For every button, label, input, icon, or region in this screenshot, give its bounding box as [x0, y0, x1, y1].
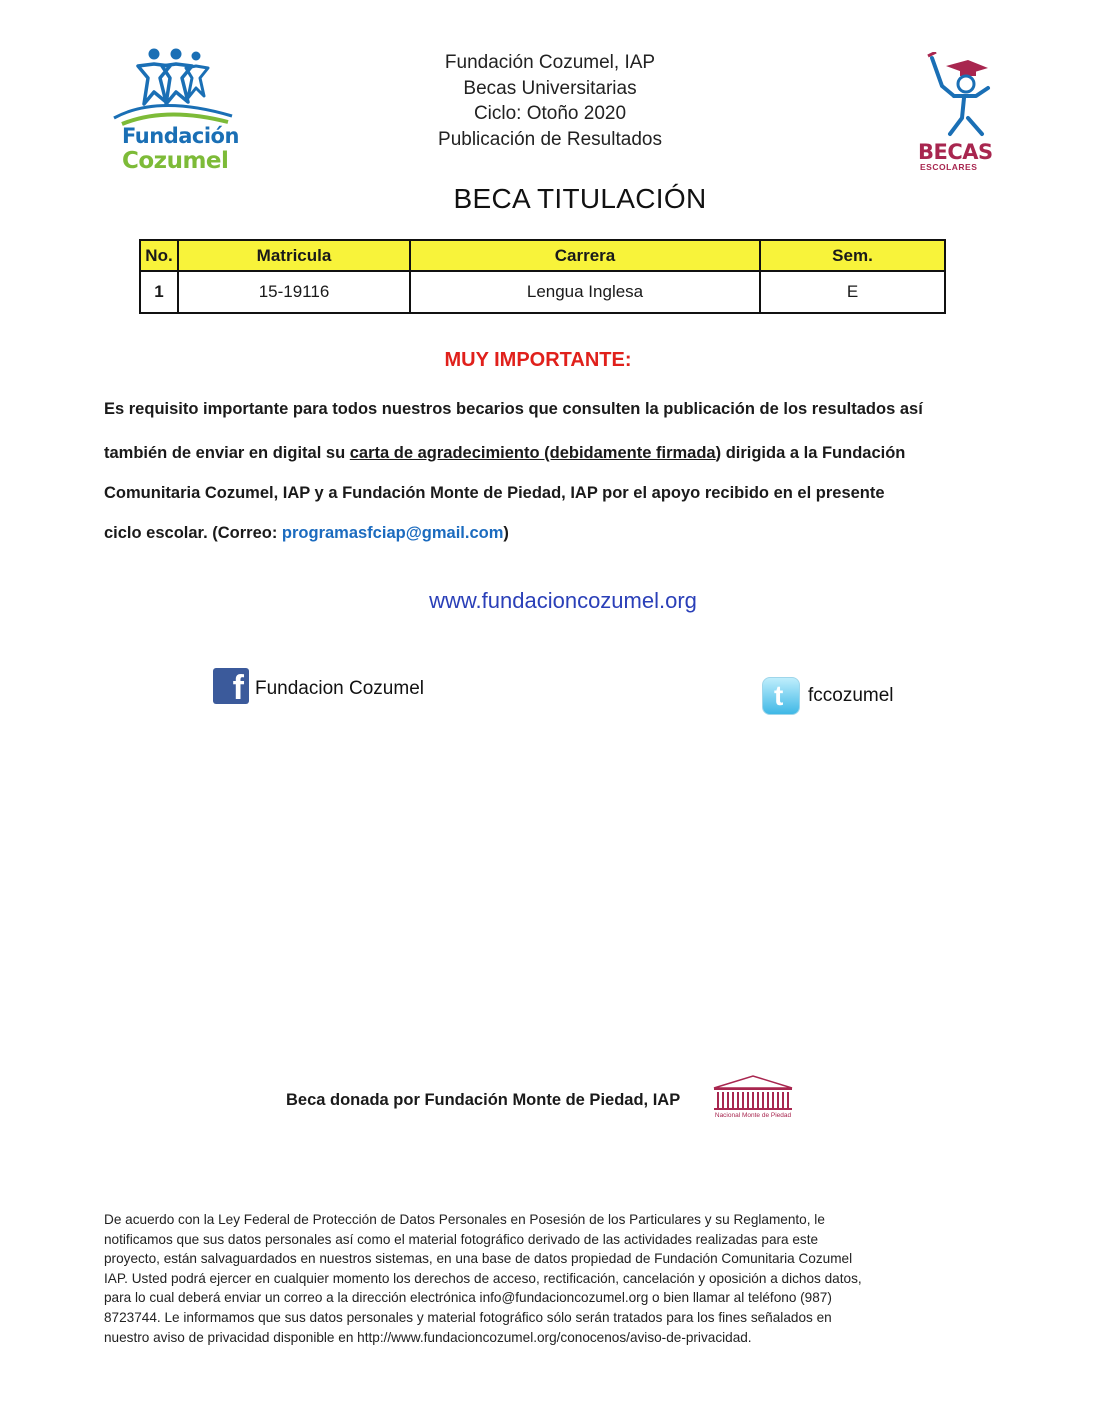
privacy-line: proyecto, están salvaguardados en nuestros sistemas, en una base de datos propiedad de Fundación Comunitaria Cozumel: [104, 1251, 853, 1267]
fundacion-cozumel-logo: [108, 44, 239, 178]
contact-email-link[interactable]: programasfciap@gmail.com: [281, 524, 504, 542]
donor-statement: Beca donada por Fundación Monte de Piedad, IAP: [286, 1091, 681, 1109]
table-row: [140, 271, 945, 313]
column-header-sem: Sem.: [760, 240, 945, 271]
column-header-carrera: Carrera: [410, 240, 760, 271]
monte-de-piedad-logo: [712, 1074, 794, 1122]
notice-line-3: Comunitaria Cozumel, IAP y a Fundación Monte de Piedad, IAP por el apoyo recibido en el presente: [104, 484, 885, 502]
header-line-org: Fundación Cozumel, IAP: [444, 52, 656, 73]
website-link[interactable]: www.fundacioncozumel.org: [429, 588, 697, 613]
table-header-row: [140, 240, 945, 271]
donor-logo-caption: Nacional Monte de Piedad: [714, 1112, 792, 1119]
logo-text-escolares: ESCOLARES: [920, 162, 978, 172]
privacy-line: notificamos que sus datos personales así como el material fotográfico derivado de las actividades realizadas para este: [104, 1231, 819, 1247]
logo-text-fundacion: Fundación: [122, 124, 239, 148]
graduate-figure-icon: [912, 52, 996, 140]
privacy-notice: [104, 1210, 994, 1347]
privacy-line: nuestro aviso de privacidad disponible en http://www.fundacioncozumel.org/conocenos/aviso-de-privacidad.: [104, 1329, 752, 1345]
cell-no: 1: [140, 271, 178, 313]
privacy-line: para lo cual deberá enviar un correo a la dirección electrónica info@fundacioncozumel.org o bien llamar al teléfono (987): [104, 1290, 832, 1306]
logo-text-cozumel: Cozumel: [122, 148, 229, 174]
becas-escolares-logo: [912, 52, 996, 176]
column-header-matricula: Matricula: [178, 240, 410, 271]
twitter-label[interactable]: fccozumel: [808, 685, 894, 706]
notice-line-4-end: ): [503, 524, 509, 542]
header-line-cycle: Ciclo: Otoño 2020: [473, 103, 627, 124]
important-heading: MUY IMPORTANTE:: [444, 349, 632, 371]
cell-matricula: 15-19116: [178, 271, 410, 313]
column-header-no: No.: [140, 240, 178, 271]
document-header: [350, 50, 750, 152]
notice-line-2: [104, 444, 905, 463]
notice-line-4-start: ciclo escolar. (Correo:: [104, 524, 282, 542]
twitter-icon[interactable]: t: [762, 677, 800, 715]
header-line-publication: Publicación de Resultados: [438, 128, 662, 150]
notice-letter-requirement: carta de agradecimiento (debidamente firmada: [349, 444, 716, 462]
notice-line-1: Es requisito importante para todos nuestros becarios que consulten la publicación de los resultados así: [104, 400, 923, 418]
notice-line-4: [104, 524, 509, 543]
header-line-program: Becas Universitarias: [463, 77, 637, 99]
results-table: [139, 239, 946, 314]
privacy-line: De acuerdo con la Ley Federal de Protección de Datos Personales en Posesión de los Particulares y su Reglamento, le: [104, 1212, 825, 1227]
children-figures-icon: [108, 44, 236, 126]
facebook-label[interactable]: Fundacion Cozumel: [255, 678, 424, 699]
building-icon: [712, 1074, 794, 1112]
cell-sem: E: [760, 271, 945, 313]
privacy-line: IAP. Usted podrá ejercer en cualquier momento los derechos de acceso, rectificación, cancelación y oposición a dichos datos,: [104, 1270, 862, 1286]
privacy-line: 8723744. Le informamos que sus datos personales y material fotográfico sólo serán tratados para los fines señalados en: [104, 1309, 832, 1325]
logo-text-becas: BECAS: [918, 140, 993, 164]
notice-line-2-start: también de enviar en digital su: [104, 444, 350, 462]
facebook-icon[interactable]: f: [213, 668, 249, 704]
page-title: BECA TITULACIÓN: [453, 183, 707, 214]
cell-carrera: Lengua Inglesa: [410, 271, 760, 313]
notice-line-2-end: ) dirigida a la Fundación: [715, 444, 906, 462]
